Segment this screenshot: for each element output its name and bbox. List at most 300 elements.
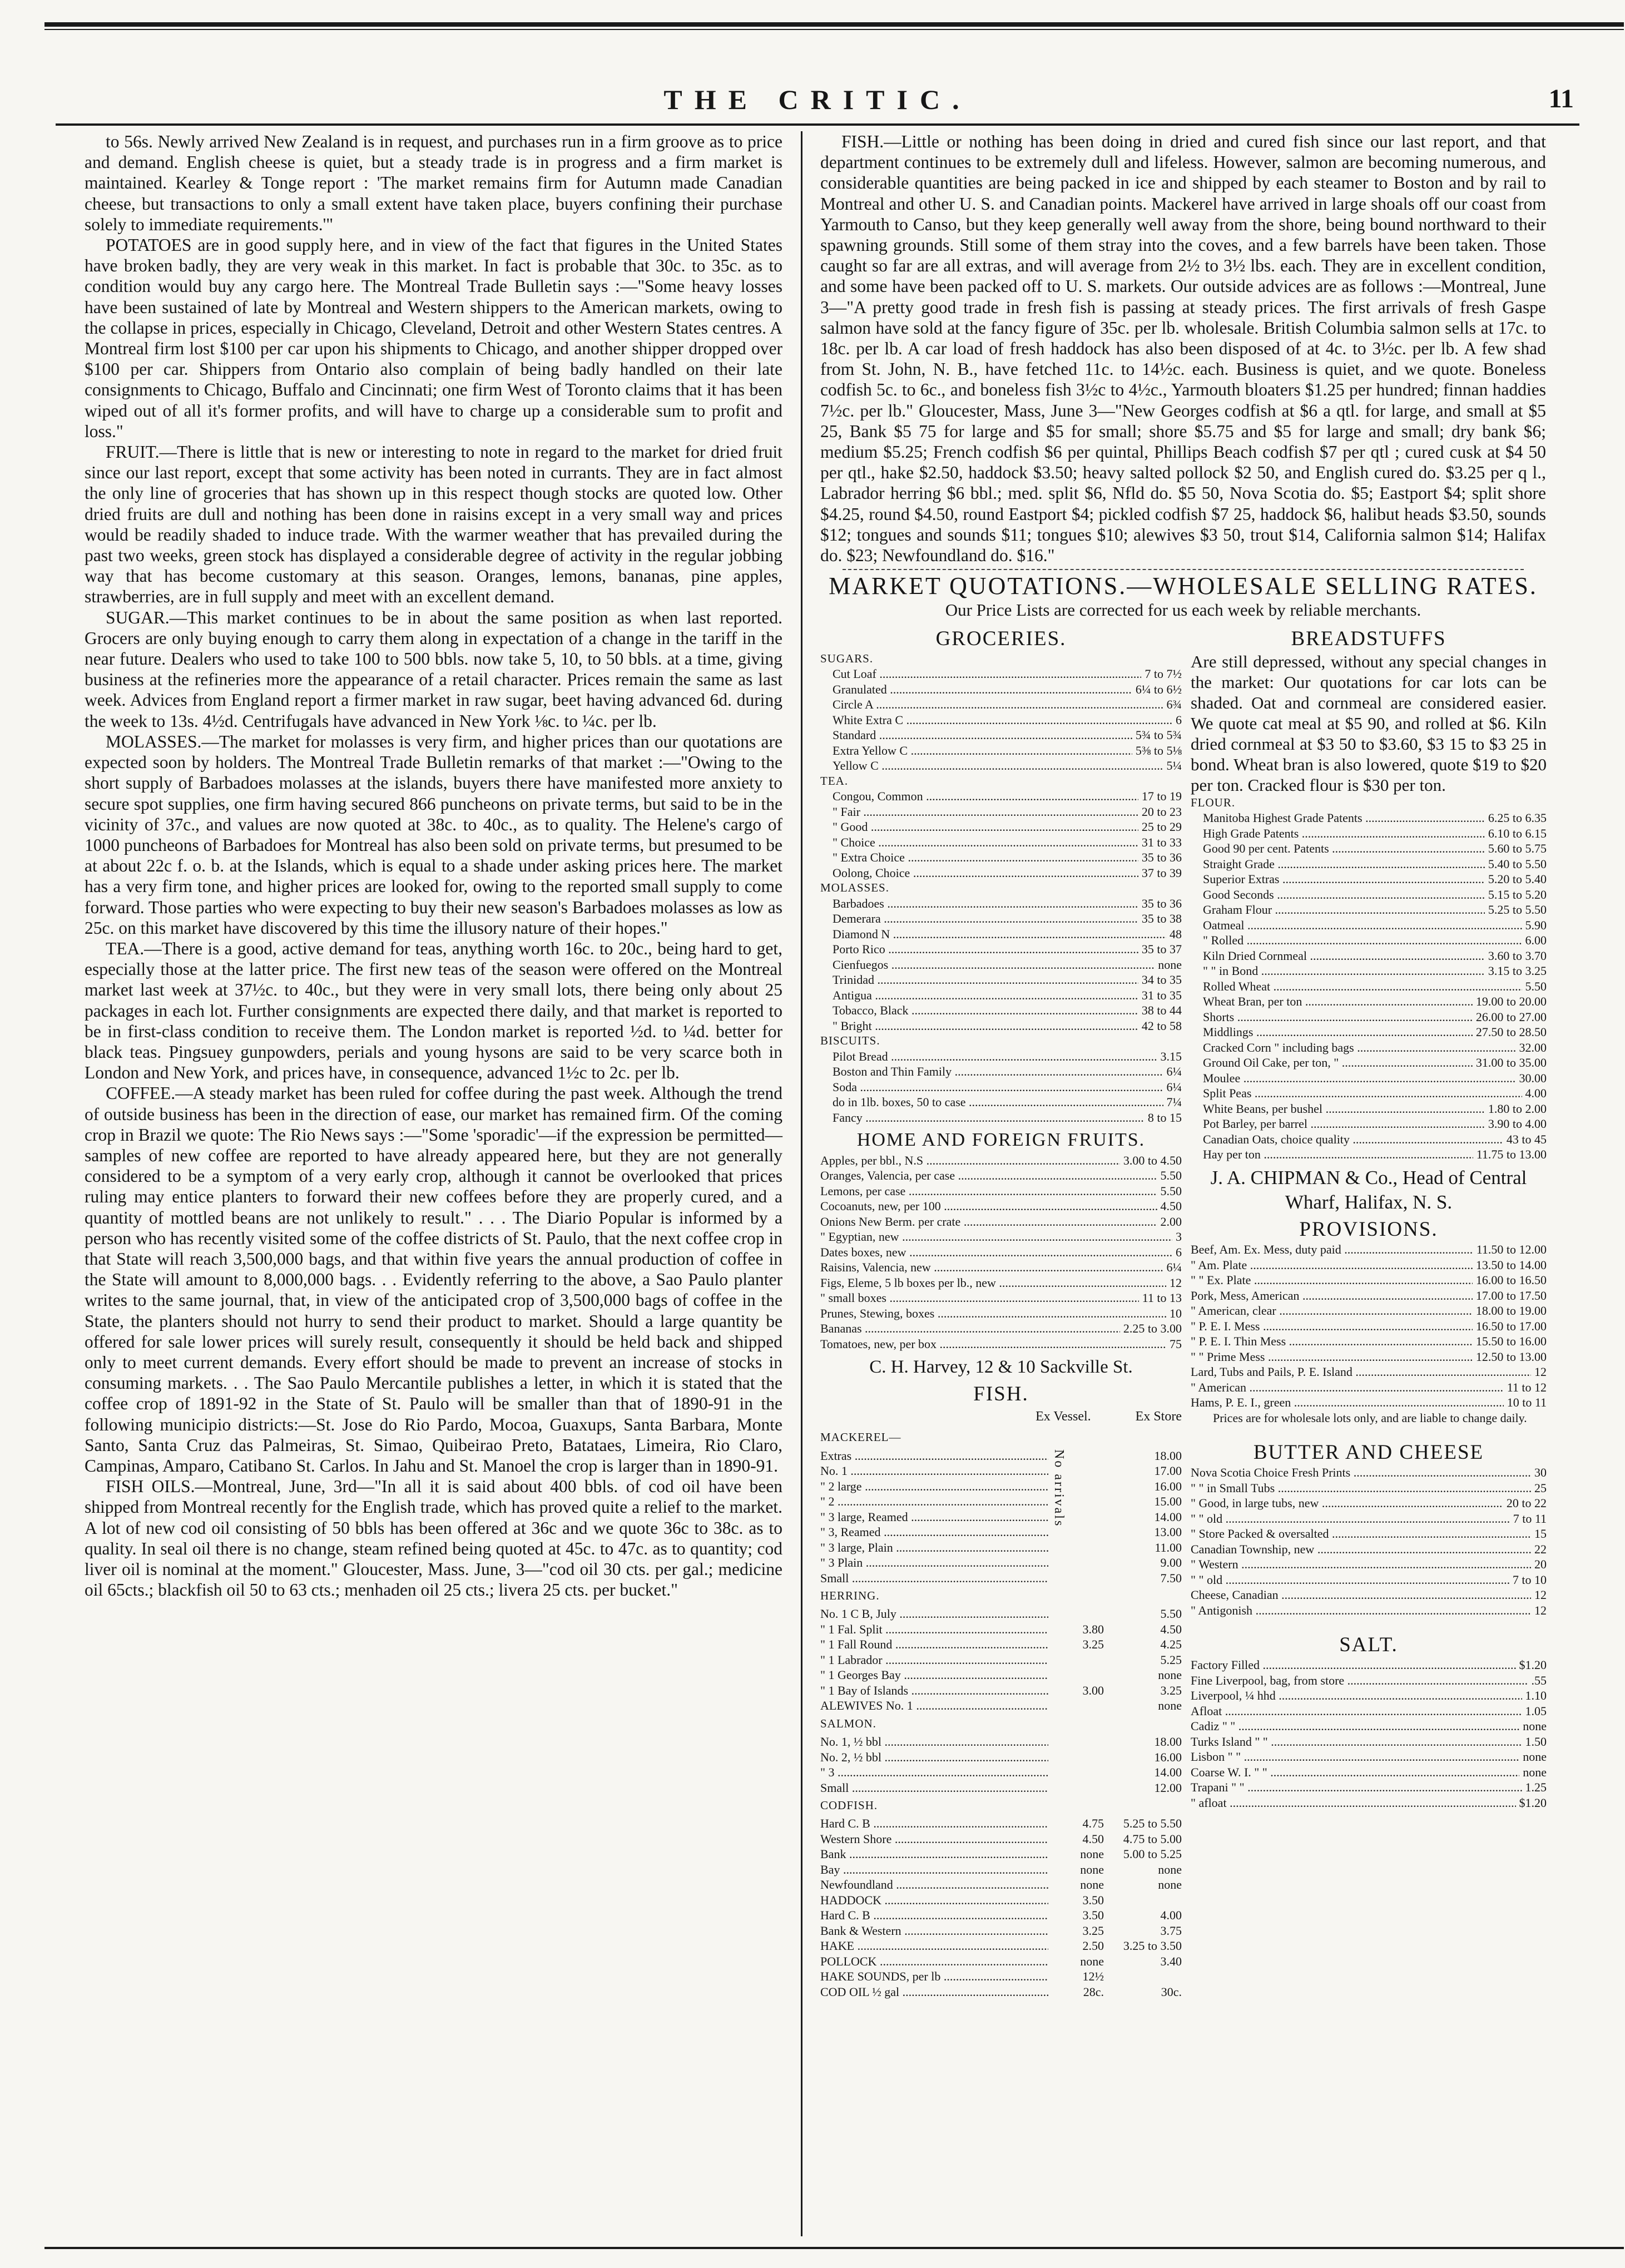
item-price: 5.50	[1160, 1168, 1182, 1183]
item-name: " 1 Bay of Islands .....	[820, 1683, 1048, 1698]
item-name: " Rolled .....	[1203, 933, 1522, 948]
item-price: 32.00	[1519, 1040, 1547, 1054]
fish-row	[820, 1846, 1182, 1862]
ex-store-price: none	[1158, 1698, 1182, 1713]
price-row	[1191, 856, 1547, 872]
ex-vessel-price: 28c.	[1083, 1984, 1104, 1999]
item-name: Cadiz " " .....	[1191, 1719, 1519, 1734]
provisions-table	[1191, 1242, 1547, 1410]
fish-row	[820, 1463, 1182, 1479]
item-name: " Western .....	[1191, 1557, 1531, 1572]
ex-vessel-price: 3.25	[1082, 1637, 1104, 1652]
right-column	[820, 131, 1546, 1999]
price-row	[820, 896, 1182, 912]
ex-store-price: 18.00	[1154, 1448, 1182, 1463]
item-name: Coarse W. I. " " .....	[1191, 1765, 1519, 1780]
item-price: 11 to 12	[1507, 1380, 1547, 1394]
price-row	[820, 1290, 1182, 1306]
item-name: Hard C. B .....	[820, 1816, 1048, 1831]
breadstuffs-table	[1191, 795, 1547, 1162]
item-price: 5¼	[1166, 759, 1182, 773]
ex-store-price: 14.00	[1154, 1509, 1182, 1524]
item-price: 19.00 to 20.00	[1475, 994, 1547, 1009]
price-row	[1191, 1673, 1547, 1688]
item-name: Granulated .....	[833, 682, 1132, 697]
item-price: 7 to 10	[1512, 1572, 1547, 1587]
item-name: Extra Yellow C .....	[833, 743, 1132, 759]
price-row	[1191, 826, 1547, 841]
category-label: MACKEREL—	[820, 1430, 901, 1444]
item-name: Extras .....	[820, 1448, 1048, 1464]
fish-table	[820, 1427, 1182, 1999]
cheese-paragraph: to 56s. Newly arrived New Zealand is in request, and purchases run in a firm groove as to price and demand. English cheese is quiet, but a steady trade is in progress and a firm market is maintained. Kearley & Tonge report : 'The market remains firm for Autumn made Canadian cheese, but transactions to only a small extent have taken place, buyers confining their purchase solely to immediate requirements.'"	[85, 132, 782, 234]
fish-row	[820, 1734, 1182, 1750]
price-row	[820, 1199, 1182, 1214]
fish-row	[820, 1750, 1182, 1765]
item-name: Pork, Mess, American .....	[1191, 1288, 1473, 1304]
item-price: 35 to 38	[1141, 912, 1182, 926]
item-price: 42 to 58	[1141, 1018, 1182, 1033]
price-row	[1191, 1765, 1547, 1780]
item-price: 16.50 to 17.00	[1475, 1319, 1547, 1333]
item-price: 6¼	[1166, 1079, 1182, 1094]
groceries-title: GROCERIES.	[935, 627, 1067, 650]
item-name: High Grade Patents .....	[1203, 826, 1485, 841]
item-name: " 1 Labrador .....	[820, 1652, 1048, 1668]
ex-vessel-price: none	[1080, 1847, 1104, 1861]
price-row	[1191, 1055, 1547, 1071]
item-name: Wheat Bran, per ton .....	[1203, 994, 1473, 1009]
ex-store-price: 30c.	[1161, 1984, 1182, 1999]
top-rule-thin	[44, 29, 1624, 30]
item-name: " " Prime Mess .....	[1191, 1349, 1473, 1365]
provisions-title: PROVISIONS.	[1299, 1217, 1438, 1241]
item-price: 2.25 to 3.00	[1123, 1321, 1182, 1336]
no-arrivals-note: No arrivals	[1052, 1449, 1067, 1528]
price-row	[820, 712, 1182, 728]
price-row	[820, 850, 1182, 865]
fish-row	[820, 1606, 1182, 1622]
item-price: 35 to 36	[1141, 896, 1182, 910]
item-name: Raisins, Valencia, new .....	[820, 1260, 1163, 1275]
price-row	[1191, 841, 1547, 856]
item-price: 6¼	[1166, 1064, 1182, 1079]
item-name: HADDOCK .....	[820, 1893, 1048, 1908]
price-row	[1191, 918, 1547, 933]
fish-row	[820, 1622, 1182, 1637]
price-row	[820, 1018, 1182, 1034]
item-name: " P. E. I. Thin Mess .....	[1191, 1334, 1473, 1349]
ex-store-price: 4.25	[1160, 1637, 1182, 1652]
item-name: Lemons, per case .....	[820, 1183, 1157, 1199]
fish-row	[820, 1862, 1182, 1878]
item-name: Fine Liverpool, bag, from store .....	[1191, 1673, 1528, 1688]
ex-store-price: 3.75	[1160, 1923, 1182, 1938]
price-row	[820, 1245, 1182, 1260]
item-price: 6.25 to 6.35	[1488, 811, 1547, 825]
item-name: Factory Filled .....	[1191, 1657, 1516, 1673]
potatoes-paragraph: POTATOES are in good supply here, and in view of the fact that figures in the United States have broken badly, they are very weak in this market. In fact is probable that 30c. to 35c. as to condition would buy any cargo here. The Montreal Trade Bulletin says :—"Some heavy losses have been sustained of late by Montreal and Western shippers to the American markets, owing to the collapse in prices, especially in Chicago, Cleveland, Detroit and other Western States centres. A Montreal firm lost $100 per car upon his shipments to Chicago, and another shipper dropped over $100 per car. Shippers from Ontario also complain of being badly handled on their late consignments to Chicago, Buffalo and Cincinnati; one firm West of Toronto claims that it has been wiped out of all it's former profits, and will have to charge up a considerable sum to profit and loss."	[85, 235, 782, 441]
price-row	[820, 697, 1182, 712]
price-row	[1191, 933, 1547, 948]
item-price: 18.00 to 19.00	[1475, 1304, 1547, 1318]
item-name: Canadian Township, new .....	[1191, 1542, 1531, 1557]
item-price: 3.60 to 3.70	[1488, 948, 1547, 963]
ex-store-price	[1104, 1893, 1182, 1908]
ex-vessel-price	[1048, 1780, 1104, 1796]
ex-vessel-price: none	[1080, 1862, 1104, 1876]
item-name: Trinidad .....	[833, 972, 1138, 988]
item-price: $1.20	[1519, 1658, 1547, 1672]
item-name: do in 1lb. boxes, 50 to case .....	[833, 1095, 1163, 1110]
ex-store-price: none	[1158, 1878, 1182, 1892]
item-price: none	[1158, 957, 1182, 972]
fish-row	[820, 1954, 1182, 1969]
ex-vessel-price: none	[1080, 1878, 1104, 1892]
item-name: Split Peas .....	[1203, 1086, 1522, 1101]
item-name: " 3 large, Plain .....	[820, 1540, 1048, 1556]
fish-row	[820, 1524, 1182, 1540]
item-name: " Egyptian, new .....	[820, 1229, 1172, 1245]
left-column	[85, 131, 782, 1600]
item-price: 26.00 to 27.00	[1475, 1009, 1547, 1024]
item-name: POLLOCK .....	[820, 1954, 1048, 1969]
price-row	[1191, 1303, 1547, 1319]
item-name: " small boxes .....	[820, 1290, 1139, 1306]
item-name: " 3 Plain .....	[820, 1555, 1048, 1571]
price-row	[1191, 1086, 1547, 1101]
price-row	[820, 1064, 1182, 1079]
fish-row	[820, 1765, 1182, 1780]
market-quotations-subtitle: Our Price Lists are corrected for us each week by reliable merchants.	[945, 600, 1421, 620]
price-row	[1191, 1395, 1547, 1410]
item-price: 6	[1176, 712, 1182, 727]
coffee-paragraph: COFFEE.—A steady market has been ruled for coffee during the past week. Although the trend of outside business has been in the direction of ease, our market has remained firm. Of the coming crop in Brazil we quote: The Rio News says :—"Some 'sporadic'—if the expression be permitted—samples of new coffee are reported to have already appeared here, but they are not generally considered to be a symptom of a very early crop, although it cannot be overlooked that prices ruling may entice planters to forward their new coffees before they are properly cured, and a quantity of mottled beans are not unlikely to result." . . . The Diario Popular is informed by a person who has recently visited some of the coffee districts of St. Paulo, that the next coffee crop in that State will reach 3,500,000 bags, and that within five years the annual production of coffee in the State will amount to 8,000,000 bags. . . Evidently referring to the above, a Sao Paulo planter writes to the same journal, that, in view of the anticipated crop of 3,500,000 bags of coffee in the State, the planters should not hurry to send their product to market. Should a large quantity be offered for sale lower prices will surely result, consequently it should be held back and shipped only to meet current demands. Every effort should be made to prevent an increase of stocks in consuming markets. . . The Sao Paulo Mercantile publishes a letter, in which it is stated that the coffee crop of 1891-92 in the State of St. Paulo will be smaller than that of 1890-91 in the following municipio districts:—St. Jose do Rio Pardo, Mocoa, Guaxups, Santa Barbara, Monte Santo, Santa Cruz das Palmeiras, St. Simao, Quibeirao Preto, Batataes, Limeira, Rio Claro, Campinas, Amparo, Catibano St. Carlos. In Jahu and St. Manoel the crop is larger than in 1890-91.	[85, 1083, 783, 1475]
item-price: 25	[1534, 1480, 1547, 1495]
category-label: CODFISH.	[820, 1799, 878, 1813]
item-price: 6¼	[1166, 1260, 1182, 1275]
price-row	[820, 1168, 1182, 1183]
item-name: " Antigonish .....	[1191, 1603, 1531, 1618]
item-name: Fancy .....	[833, 1110, 1145, 1126]
ex-store-price: 9.00	[1160, 1556, 1182, 1570]
ex-store-price: 12.00	[1154, 1780, 1182, 1795]
category-label: SALMON.	[820, 1716, 876, 1730]
price-row	[1191, 1557, 1547, 1572]
price-row	[1191, 1272, 1547, 1288]
item-price: 15.50 to 16.00	[1475, 1334, 1547, 1349]
fish-row	[820, 1448, 1182, 1464]
price-row	[1191, 1657, 1547, 1673]
item-price: 7 to 7½	[1145, 667, 1182, 681]
price-row	[1191, 1071, 1547, 1086]
fish-col-store: Ex Store	[1135, 1409, 1182, 1424]
item-price: 1.50	[1525, 1734, 1547, 1749]
item-price: 5⅜ to 5⅛	[1135, 743, 1182, 757]
item-name: Antigua .....	[833, 988, 1138, 1003]
item-name: Hams, P. E. I., green .....	[1191, 1395, 1504, 1410]
item-name: Liverpool, ¼ hhd .....	[1191, 1688, 1522, 1704]
item-name: Cienfuegos .....	[833, 957, 1155, 973]
price-row	[1191, 871, 1547, 887]
ex-vessel-price: 3.80	[1082, 1622, 1104, 1636]
fish-title: FISH.	[973, 1383, 1029, 1406]
price-row	[820, 1153, 1182, 1168]
price-row	[1191, 1704, 1547, 1719]
item-price: 4.50	[1160, 1199, 1182, 1214]
price-row	[1191, 1795, 1547, 1811]
item-name: Cheese, Canadian .....	[1191, 1587, 1531, 1603]
item-name: Apples, per bbl., N.S .....	[820, 1153, 1120, 1168]
price-row	[1191, 1526, 1547, 1542]
item-name: Graham Flour .....	[1203, 902, 1485, 918]
item-price: 11.50 to 12.00	[1476, 1242, 1547, 1257]
item-price: 10 to 11	[1507, 1395, 1547, 1410]
item-price: 1.80 to 2.00	[1488, 1101, 1547, 1116]
item-price: 6.00	[1525, 933, 1547, 948]
item-price: 11 to 13	[1142, 1291, 1182, 1305]
fruits-title: HOME AND FOREIGN FRUITS.	[856, 1130, 1146, 1151]
price-row	[820, 972, 1182, 988]
item-name: Western Shore .....	[820, 1831, 1048, 1847]
item-name: Moulee .....	[1203, 1071, 1516, 1086]
fish-row	[820, 1571, 1182, 1586]
ex-store-price: 5.25 to 5.50	[1123, 1816, 1182, 1831]
item-price: 5.15 to 5.20	[1488, 887, 1547, 902]
separator	[843, 569, 1524, 570]
ex-vessel-price	[1048, 1765, 1104, 1780]
price-row	[1191, 902, 1547, 918]
fish-row	[820, 1908, 1182, 1923]
ex-vessel-price: 4.75	[1082, 1816, 1104, 1831]
price-row	[1191, 963, 1547, 979]
ex-store-price: 14.00	[1154, 1765, 1182, 1780]
item-price: 35 to 36	[1141, 850, 1182, 865]
item-name: No. 1 C B, July .....	[820, 1606, 1048, 1622]
item-name: Figs, Eleme, 5 lb boxes per lb., new .....	[820, 1275, 1166, 1291]
item-name: Diamond N .....	[833, 927, 1166, 942]
item-name: Good Seconds .....	[1203, 887, 1485, 903]
item-name: Newfoundland .....	[820, 1877, 1048, 1893]
item-price: 34 to 35	[1141, 973, 1182, 987]
item-price: none	[1523, 1765, 1547, 1779]
item-name: Boston and Thin Family .....	[833, 1064, 1163, 1079]
price-row	[1191, 994, 1547, 1009]
fish-row	[820, 1479, 1182, 1494]
item-name: Lard, Tubs and Pails, P. E. Island .....	[1191, 1364, 1531, 1380]
tea-paragraph: TEA.—There is a good, active demand for teas, anything worth 16c. to 20c., being hard to get, especially those at the latter price. The first new teas of the season were offered on the Montreal market last week at 37½c. to 40c., but they were in very small lots, there being only about 25 packages in each lot. Further consignments are expected there daily, and that market is reported to be in first-class condition to receive them. The London market is reported ½d. to ¼d. better for black teas. Pingsuey gunpowders, perials and young hysons are said to be very scarce both in London and New York, and prices have, in consequence, advanced 1½c to 2c. per lb.	[85, 938, 782, 1083]
item-price: 5.50	[1160, 1183, 1182, 1198]
item-price: 3.00 to 4.50	[1123, 1153, 1182, 1167]
page-number: 11	[1548, 84, 1574, 113]
item-price: 30.00	[1519, 1071, 1547, 1085]
item-price: 20	[1534, 1557, 1547, 1572]
item-price: 5.90	[1525, 918, 1547, 932]
fish-row	[820, 1984, 1182, 2000]
item-name: " Fair .....	[833, 804, 1138, 820]
price-row	[820, 1275, 1182, 1291]
ex-vessel-price: 3.25	[1082, 1923, 1104, 1938]
price-row	[1191, 1101, 1547, 1117]
ex-vessel-price	[1048, 1750, 1104, 1765]
ex-store-price: 3.25 to 3.50	[1123, 1939, 1182, 1953]
price-row	[820, 1214, 1182, 1230]
item-name: Pot Barley, per barrel .....	[1203, 1116, 1485, 1132]
fish-row	[820, 1816, 1182, 1831]
price-row	[820, 1110, 1182, 1126]
fish-row	[820, 1637, 1182, 1652]
item-name: Porto Rico .....	[833, 942, 1138, 957]
price-row	[1191, 1040, 1547, 1056]
price-row	[820, 942, 1182, 957]
item-name: HAKE SOUNDS, per lb .....	[820, 1969, 1048, 1984]
fish-row	[820, 1652, 1182, 1668]
item-price: 3.15 to 3.25	[1488, 964, 1547, 978]
price-row	[820, 758, 1182, 774]
price-row	[1191, 1572, 1547, 1588]
ex-vessel-price	[1048, 1734, 1104, 1750]
item-price: 6¼ to 6½	[1135, 682, 1182, 696]
item-name: " afloat .....	[1191, 1795, 1516, 1811]
item-name: " Store Packed & oversalted .....	[1191, 1526, 1531, 1542]
column-divider	[801, 131, 802, 2236]
item-name: Yellow C .....	[833, 758, 1163, 774]
item-price: 31.00 to 35.00	[1475, 1056, 1547, 1070]
item-name: " 1 Fall Round .....	[820, 1637, 1048, 1652]
ex-store-price: 3.25	[1160, 1683, 1182, 1697]
ex-vessel-price: 4.50	[1082, 1831, 1104, 1846]
price-row	[1191, 1349, 1547, 1365]
ex-store-price: 11.00	[1155, 1540, 1182, 1554]
item-name: Cut Loaf .....	[833, 666, 1141, 682]
item-price: 8 to 15	[1147, 1110, 1182, 1125]
item-name: " 1 Fal. Split .....	[820, 1622, 1048, 1637]
item-name: Bank .....	[820, 1846, 1048, 1862]
ex-store-price: 5.50	[1160, 1607, 1182, 1621]
item-price: 31 to 35	[1141, 988, 1182, 1002]
item-name: Oranges, Valencia, per case .....	[820, 1168, 1157, 1183]
price-row	[820, 743, 1182, 759]
ex-vessel-price: none	[1080, 1954, 1104, 1968]
ex-vessel-price: 3.00	[1082, 1683, 1104, 1697]
item-name: Oolong, Choice .....	[833, 865, 1138, 881]
item-name: Bay .....	[820, 1862, 1048, 1878]
price-row	[820, 1229, 1182, 1245]
ex-store-price: 18.00	[1154, 1735, 1182, 1749]
price-row	[820, 1079, 1182, 1095]
item-name: " 2 .....	[820, 1494, 1048, 1509]
price-row	[1191, 1734, 1547, 1750]
fish-row	[820, 1780, 1182, 1796]
item-name: Canadian Oats, choice quality .....	[1203, 1132, 1503, 1147]
item-name: Bananas .....	[820, 1321, 1120, 1336]
price-row	[1191, 1334, 1547, 1349]
item-name: Lisbon " " .....	[1191, 1749, 1519, 1765]
price-row	[820, 927, 1182, 942]
item-name: " Choice .....	[833, 835, 1138, 850]
ex-store-price: 16.00	[1154, 1479, 1182, 1493]
item-price: 5.40 to 5.50	[1488, 856, 1547, 871]
item-name: Small .....	[820, 1571, 1048, 1586]
item-name: No. 2, ½ bbl .....	[820, 1750, 1048, 1765]
item-name: Soda .....	[833, 1079, 1163, 1095]
price-row	[820, 1183, 1182, 1199]
item-name: Nova Scotia Choice Fresh Prints .....	[1191, 1465, 1531, 1480]
item-price: 17.00 to 17.50	[1475, 1288, 1547, 1303]
item-price: 6¾	[1166, 697, 1182, 712]
fish-col-vessel: Ex Vessel.	[1036, 1409, 1091, 1424]
item-price: 5¾ to 5¾	[1135, 728, 1182, 742]
item-name: Superior Extras .....	[1203, 871, 1485, 887]
price-row	[820, 957, 1182, 973]
price-row	[1191, 1511, 1547, 1527]
ex-store-price: 15.00	[1154, 1494, 1182, 1509]
price-row	[820, 1049, 1182, 1064]
price-row	[820, 1095, 1182, 1110]
category-label: BISCUITS.	[820, 1034, 880, 1048]
item-name: " 1 Georges Bay .....	[820, 1667, 1048, 1683]
fish-row	[820, 1509, 1182, 1525]
fruits-table	[820, 1153, 1182, 1352]
item-price: 75	[1170, 1336, 1182, 1351]
fish-row	[820, 1555, 1182, 1571]
item-price: 25 to 29	[1141, 820, 1182, 834]
item-price: 38 to 44	[1141, 1003, 1182, 1018]
item-name: Cocoanuts, new, per 100 .....	[820, 1199, 1157, 1214]
item-name: Hay per ton .....	[1203, 1147, 1473, 1162]
price-row	[1191, 1603, 1547, 1618]
ex-vessel-price	[1048, 1540, 1104, 1556]
butter-table	[1191, 1465, 1547, 1618]
price-row	[1191, 1132, 1547, 1147]
item-name: " 3 large, Reamed .....	[820, 1509, 1048, 1525]
item-price: 7 to 11	[1513, 1511, 1547, 1526]
salt-table	[1191, 1657, 1547, 1810]
fish-row	[820, 1698, 1182, 1714]
item-price: 3	[1176, 1230, 1182, 1244]
fish-row	[820, 1494, 1182, 1509]
price-row	[820, 804, 1182, 820]
item-price: 6	[1176, 1245, 1182, 1259]
salt-title: SALT.	[1339, 1633, 1398, 1657]
item-price: 5.50	[1525, 979, 1547, 993]
tables-right	[1191, 624, 1547, 2000]
price-row	[820, 682, 1182, 697]
price-row	[1191, 1257, 1547, 1273]
item-name: Ground Oil Cake, per ton, " .....	[1203, 1055, 1473, 1071]
item-price: 12.50 to 13.00	[1475, 1349, 1547, 1364]
item-name: " " old .....	[1191, 1511, 1510, 1527]
item-price: 10	[1170, 1306, 1182, 1320]
price-row	[1191, 1780, 1547, 1795]
ex-store-price: 5.00 to 5.25	[1123, 1847, 1182, 1861]
top-rule	[44, 22, 1624, 27]
price-row	[820, 1321, 1182, 1336]
item-name: " P. E. I. Mess .....	[1191, 1319, 1473, 1334]
item-name: Hard C. B .....	[820, 1908, 1048, 1923]
fish-row	[820, 1540, 1182, 1556]
price-row	[820, 835, 1182, 850]
ex-vessel-price	[1048, 1571, 1104, 1586]
item-name: Small .....	[820, 1780, 1048, 1796]
item-name: Oatmeal .....	[1203, 918, 1522, 933]
item-price: 3.90 to 4.00	[1488, 1117, 1547, 1131]
item-price: 12	[1534, 1603, 1547, 1617]
item-name: Demerara .....	[833, 911, 1138, 927]
groceries-table	[820, 651, 1182, 1126]
price-row	[820, 865, 1182, 881]
item-name: Pilot Bread .....	[833, 1049, 1157, 1064]
